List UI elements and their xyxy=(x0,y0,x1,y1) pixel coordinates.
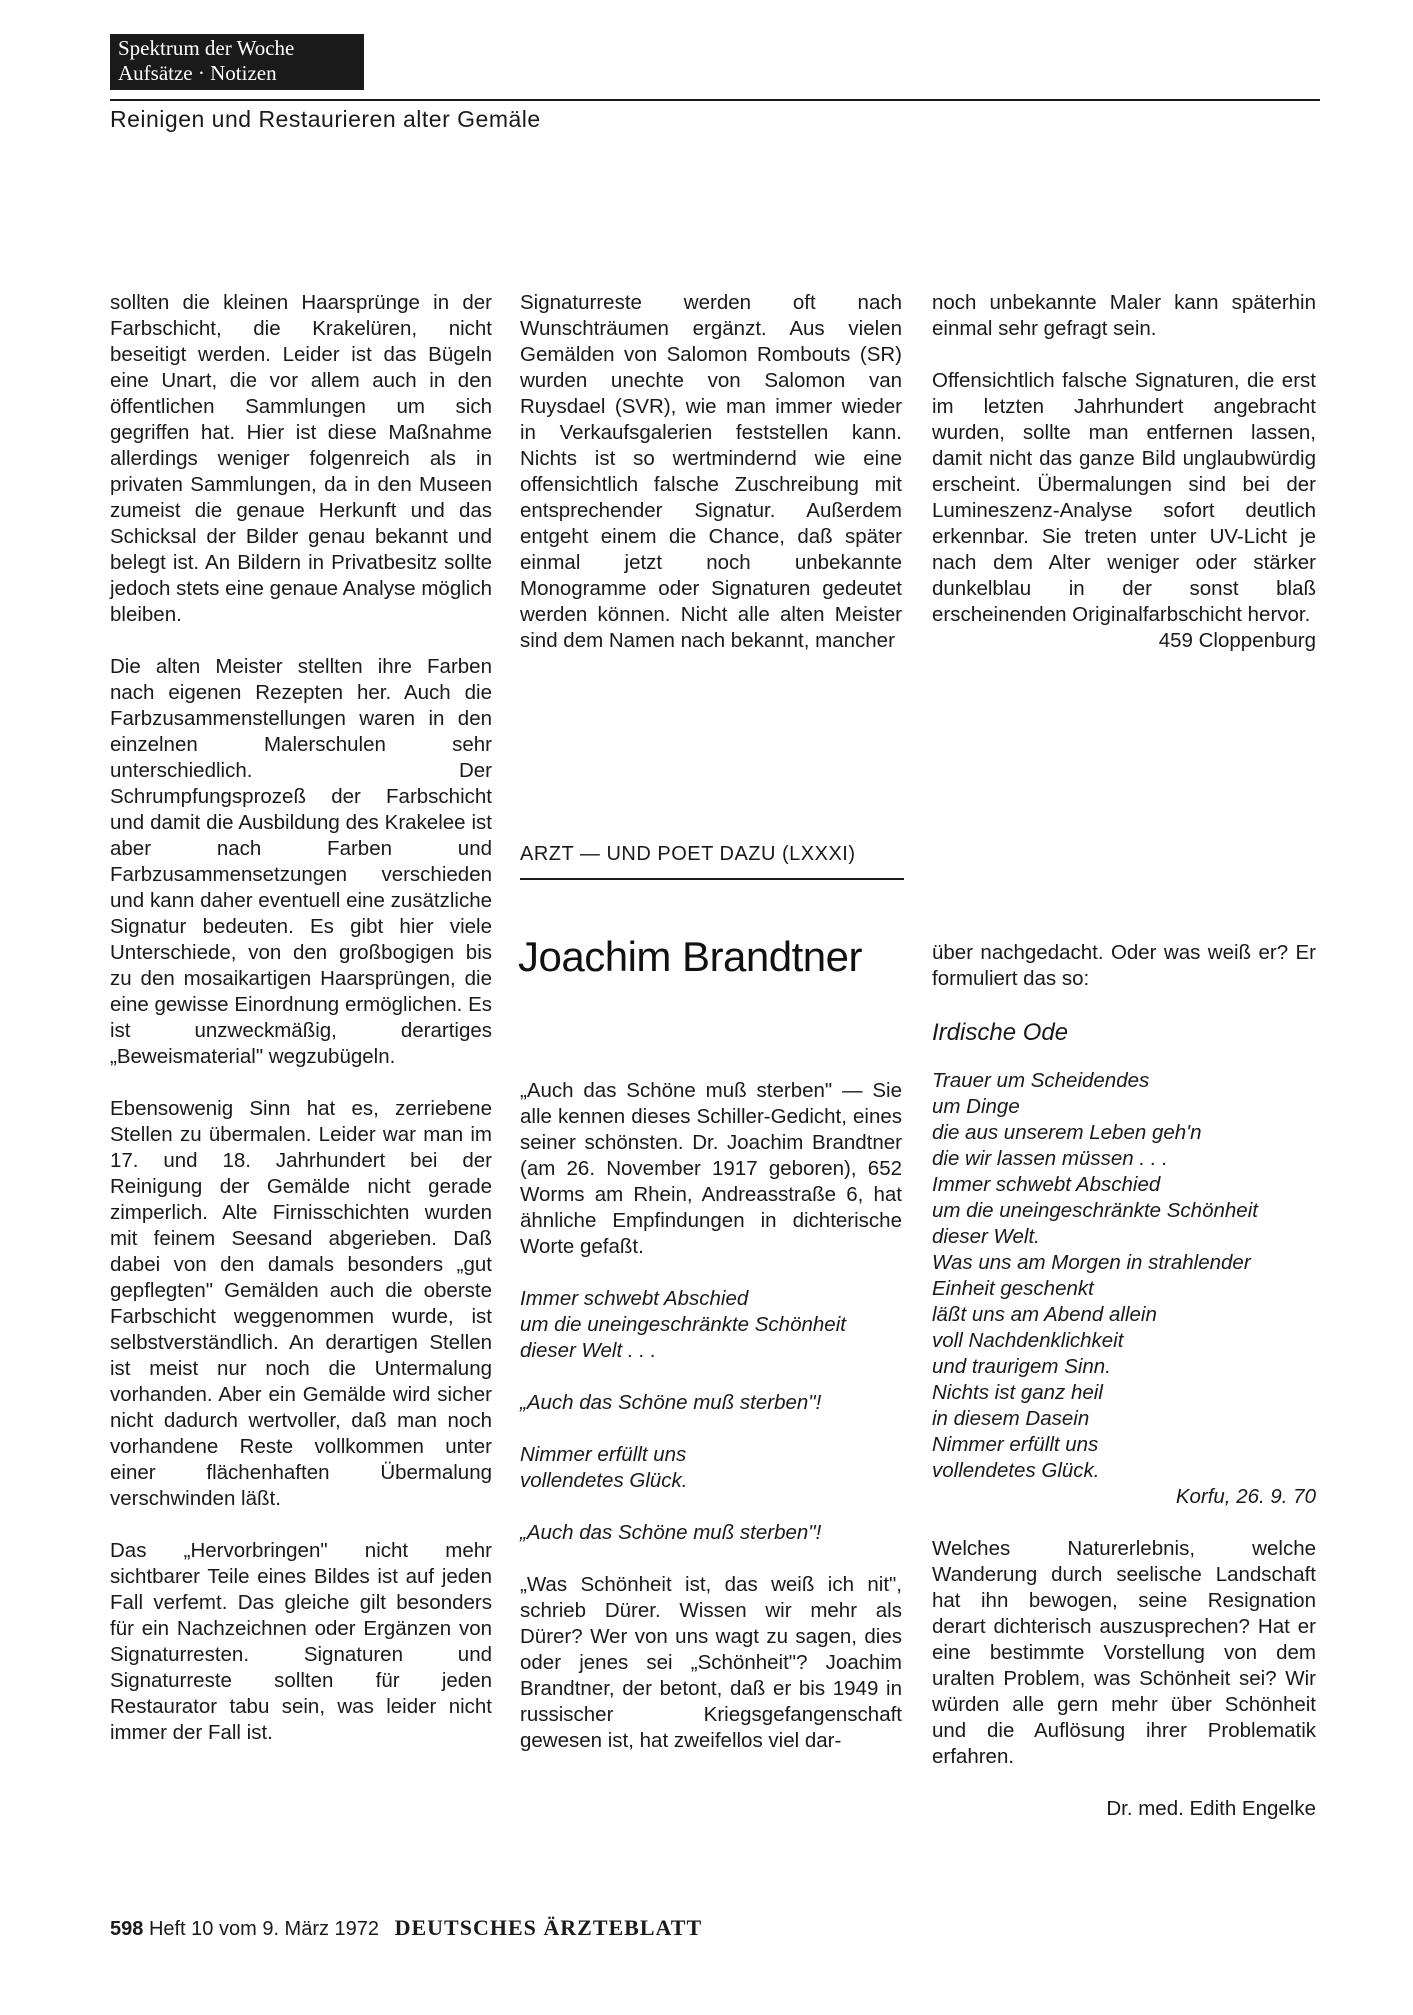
quote-block: Immer schwebt Abschied um die uneingeschränkte Schönheit dieser Welt . . . xyxy=(520,1287,846,1362)
paragraph: sollten die kleinen Haarsprünge in der Farbschicht, die Krakelüren, nicht beseitigt werden. Leider ist das Bügeln eine Unart, die vor allem auch in den öffentlichen Sammlungen um sich gegriffen hat. Hier ist diese Maßnahme allerdings weniger folgenreich als in privaten Sammlungen, da in den Museen zumeist die genaue Herkunft und das Schicksal der Bilder genau bekannt und belegt ist. An Bildern in Privatbesitz sollte jedoch stets eine genaue Analyse möglich bleiben. xyxy=(110,291,492,626)
article-column-1 xyxy=(110,290,492,1746)
poet-column-3 xyxy=(932,940,1316,1822)
poem-text: Trauer um Scheidendes um Dinge die aus unserem Leben geh'n die wir lassen müssen . . . Immer schwebt Abschied um die uneingeschränkte Schönheit dieser Welt. Was uns am Morgen in strahlender Einheit geschenkt läßt uns am Abend allein voll Nachdenklichkeit und traurigem Sinn. Nichts ist ganz heil in diesem Dasein Nimmer erfüllt uns vollendetes Glück. xyxy=(932,1069,1258,1482)
magazine-name: DEUTSCHES ÄRZTEBLATT xyxy=(394,1915,703,1940)
section-name: Spektrum der Woche xyxy=(118,36,295,60)
paragraph: Offensichtlich falsche Signaturen, die erst im letzten Jahrhundert angebracht wurden, sollte man entfernen lassen, damit nicht das ganze Bild unglaubwürdig erscheint. Übermalungen sind bei der Lumineszenz-Analyse sofort deutlich erkennbar. Sie treten unter UV-Licht je nach dem Alter weniger oder stärker dunkelblau in der sonst blaß erscheinenden Originalfarbschicht hervor. xyxy=(932,369,1316,626)
paragraph: Signaturreste werden oft nach Wunschträumen ergänzt. Aus vielen Gemälden von Salomon Rombouts (SR) wurden unechte von Salomon van Ruysdael (SVR), wie man immer wieder in Verkaufsgalerien feststellen kann. Nichts ist so wertmindernd wie eine offensichtlich falsche Zuschreibung mit entsprechender Signatur. Außerdem entgeht einem die Chance, daß später einmal jetzt noch unbekannte Monogramme oder Signaturen gedeutet werden können. Nicht alle alten Meister sind dem Namen nach bekannt, mancher xyxy=(520,291,902,652)
quote-block: „Auch das Schöne muß sterben"! xyxy=(520,1521,822,1544)
paragraph: „Was Schönheit ist, das weiß ich nit", schrieb Dürer. Wissen wir mehr als Dürer? Wer von uns wagt zu sagen, dies oder jenes sei „Schönheit"? Joachim Brandtner, der betont, daß er bis 1949 in russischer Kriegsgefangenschaft gewesen ist, hat zweifellos viel dar- xyxy=(520,1573,902,1752)
article-column-3 xyxy=(932,290,1316,654)
running-title: Reinigen und Restaurieren alter Gemäle xyxy=(110,106,541,132)
quote-block: „Auch das Schöne muß sterben"! xyxy=(520,1391,822,1414)
article-signature: 459 Cloppenburg xyxy=(1158,629,1316,652)
poem-place-date: Korfu, 26. 9. 70 xyxy=(1175,1485,1316,1508)
quote-block: Nimmer erfüllt uns vollendetes Glück. xyxy=(520,1443,688,1492)
paragraph: Welches Naturerlebnis, welche Wanderung durch seelische Landschaft hat ihn bewogen, seine Resignation derart dichterisch auszusprechen? Hat er eine bestimmte Vorstellung von dem uralten Problem, was Schönheit sei? Wir würden alle gern mehr über Schönheit und die Auflösung ihrer Problematik erfahren. xyxy=(932,1537,1316,1768)
paragraph: über nachgedacht. Oder was weiß er? Er formuliert das so: xyxy=(932,941,1316,990)
header-rule xyxy=(110,99,1320,101)
intro-paragraph: „Auch das Schöne muß sterben" — Sie alle kennen dieses Schiller-Gedicht, eines seiner schönsten. Dr. Joachim Brandtner (am 26. November 1917 geboren), 652 Worms am Rhein, Andreasstraße 6, hat ähnliche Empfindungen in dichterische Worte gefaßt. xyxy=(520,1079,902,1258)
author-signature: Dr. med. Edith Engelke xyxy=(1106,1797,1316,1820)
poet-column-2 xyxy=(520,1078,902,1754)
page-footer xyxy=(110,1915,702,1941)
series-kicker: ARZT — UND POET DAZU (LXXXI) xyxy=(520,843,856,865)
section-header-box xyxy=(110,34,364,90)
page-number: 598 xyxy=(110,1918,144,1940)
paragraph: Das „Hervorbringen" nicht mehr sichtbarer Teile eines Bildes ist auf jeden Fall verfemt. Das gleiche gilt besonders für ein Nachzeichnen oder Ergänzen von Signaturresten. Signaturen und Signaturreste sollten für jeden Restaurator tabu sein, was leider nicht immer der Fall ist. xyxy=(110,1539,492,1744)
poem-title: Irdische Ode xyxy=(932,1019,1069,1046)
article-title: Joachim Brandtner xyxy=(518,933,863,980)
paragraph: Ebensowenig Sinn hat es, zerriebene Stellen zu übermalen. Leider war man im 17. und 18. Jahrhundert bei der Reinigung der Gemälde nicht gerade zimperlich. Alte Firnisschichten wurden mit feinem Seesand abgerieben. Daß dabei von den damals besonders „gut gepflegten" Gemälden auch die oberste Farbschicht weggenommen wurde, ist selbstverständlich. An derartigen Stellen ist meist nur noch die Untermalung vorhanden. Aber ein Gemälde wird sicher nicht dadurch wertvoller, daß man noch vorhandene Reste vollkommen unter einer flächenhaften Übermalung verschwinden läßt. xyxy=(110,1097,492,1510)
article-column-2 xyxy=(520,290,902,654)
section-subname: Aufsätze · Notizen xyxy=(118,61,277,85)
paragraph: Die alten Meister stellten ihre Farben nach eigenen Rezepten her. Auch die Farbzusammenstellungen waren in den einzelnen Malerschulen sehr unterschiedlich. Der Schrumpfungsprozeß der Farbschicht und damit die Ausbildung des Krakelee ist aber nach Farben und Farbzusammensetzungen verschieden und kann daher eventuell eine zusätzliche Signatur bedeuten. Es gibt hier viele Unterschiede, von den großbogigen bis zu den mosaikartigen Haarsprüngen, die eine gewisse Einordnung ermöglichen. Es ist unzweckmäßig, derartiges „Beweismaterial" wegzubügeln. xyxy=(110,655,492,1068)
issue-info: Heft 10 vom 9. März 1972 xyxy=(148,1918,380,1940)
kicker-rule xyxy=(520,878,904,880)
paragraph: noch unbekannte Maler kann späterhin einmal sehr gefragt sein. xyxy=(932,291,1316,340)
